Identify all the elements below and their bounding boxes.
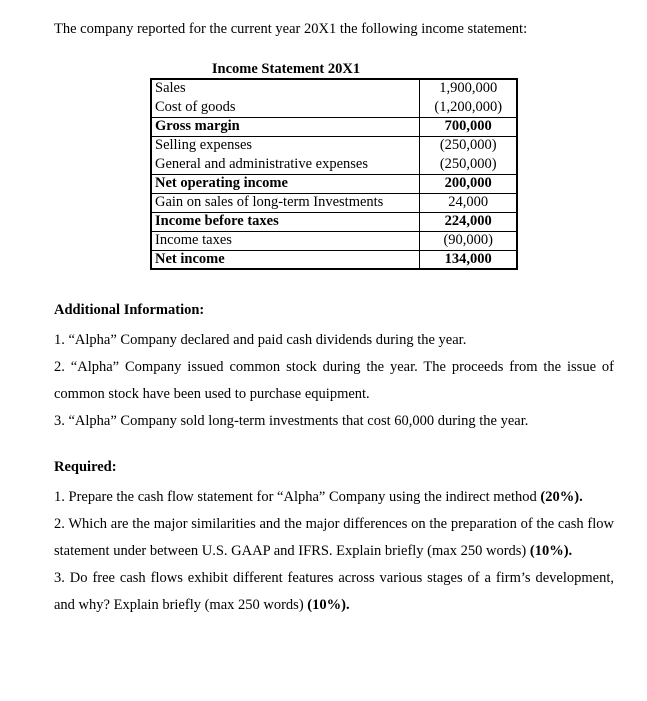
list-item [54, 565, 614, 619]
table-row [151, 98, 517, 117]
row-amount: (90,000) [420, 231, 517, 250]
row-label: General and administrative expenses [151, 155, 420, 174]
list-item [54, 484, 614, 511]
row-amount: (250,000) [420, 136, 517, 155]
table-row [151, 155, 517, 174]
row-label: Gross margin [151, 117, 420, 136]
table-row [151, 231, 517, 250]
row-amount: 200,000 [420, 174, 517, 193]
list-item: 3. “Alpha” Company sold long-term investments that cost 60,000 during the year. [54, 413, 529, 429]
additional-heading: Additional Information: [54, 302, 205, 318]
intro-text: The company reported for the current year 20X1 the following income statement: [54, 21, 528, 37]
row-label: Income taxes [151, 231, 420, 250]
row-amount: 24,000 [420, 193, 517, 212]
row-amount: 700,000 [420, 117, 517, 136]
table-row [151, 79, 517, 98]
row-label: Income before taxes [151, 212, 420, 231]
row-label: Net income [151, 250, 420, 269]
list-item: 1. “Alpha” Company declared and paid cash dividends during the year. [54, 332, 467, 348]
required-item-weight: (10%). [529, 543, 573, 559]
row-amount: (250,000) [420, 155, 517, 174]
list-item [54, 511, 614, 565]
required-item-text: 1. Prepare the cash flow statement for “Alpha” Company using the indirect method [54, 489, 537, 505]
table-row [151, 136, 517, 155]
table-row [151, 117, 517, 136]
table-row [151, 174, 517, 193]
row-amount: 1,900,000 [420, 79, 517, 98]
row-amount: 134,000 [420, 250, 517, 269]
row-label: Selling expenses [151, 136, 420, 155]
required-section [54, 457, 614, 619]
row-label: Net operating income [151, 174, 420, 193]
table-row [151, 250, 517, 269]
row-label: Cost of goods [151, 98, 420, 117]
required-item-weight: (20%). [540, 489, 583, 505]
required-item-text: 2. Which are the major similarities and the major differences on the preparation of the cash flow statement under between U.S. GAAP and IFRS. Explain briefly (max 250 words) [54, 516, 614, 559]
required-item-weight: (10%). [307, 597, 350, 613]
additional-information [54, 300, 614, 435]
row-amount: (1,200,000) [420, 98, 517, 117]
table-row [151, 212, 517, 231]
income-statement [150, 60, 520, 270]
income-statement-table [150, 78, 518, 270]
statement-title: Income Statement 20X1 [211, 61, 361, 77]
required-heading: Required: [54, 459, 117, 475]
row-amount: 224,000 [420, 212, 517, 231]
required-item-text: 3. Do free cash flows exhibit different features across various stages of a firm’s development, and why? Explain briefly (max 250 words) [54, 570, 614, 613]
table-row [151, 193, 517, 212]
list-item: 2. “Alpha” Company issued common stock during the year. The proceeds from the issue of common stock have been used to purchase equipment. [54, 359, 614, 402]
row-label: Gain on sales of long-term Investments [151, 193, 420, 212]
row-label: Sales [151, 79, 420, 98]
